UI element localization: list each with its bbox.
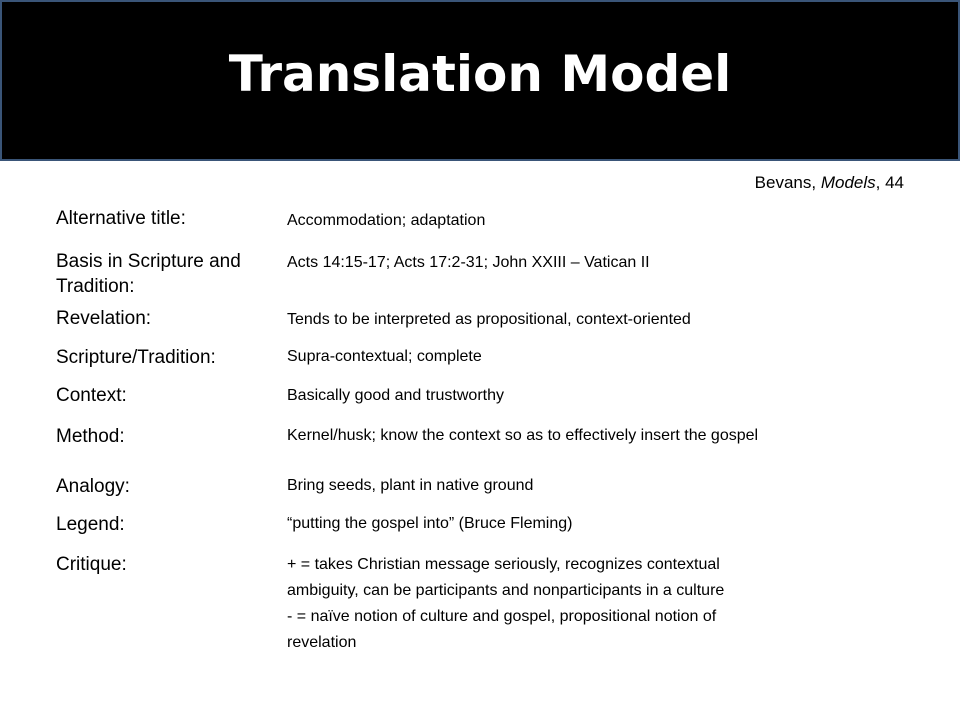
row-label: Scripture/Tradition: xyxy=(56,347,216,368)
row-label: Critique: xyxy=(56,554,127,575)
row-value: Bring seeds, plant in native ground xyxy=(287,477,534,494)
row-value: “putting the gospel into” (Bruce Fleming) xyxy=(287,515,573,532)
critique-line: - = naïve notion of culture and gospel, propositional notion of xyxy=(287,608,717,625)
critique-line: revelation xyxy=(287,634,357,651)
row-label: Context: xyxy=(56,385,127,406)
citation-page: , 44 xyxy=(875,173,904,192)
row-value: Tends to be interpreted as propositional, context-oriented xyxy=(287,311,691,328)
row-value xyxy=(287,552,927,656)
row-value: Kernel/husk; know the context so as to effectively insert the gospel xyxy=(287,427,759,444)
row-value: Acts 14:15-17; Acts 17:2-31; John XXIII – Vatican II xyxy=(287,254,650,271)
row-label: Legend: xyxy=(56,514,125,535)
critique-line: ambiguity, can be participants and nonparticipants in a culture xyxy=(287,582,725,599)
row-label: Basis in Scripture and Tradition: xyxy=(56,251,241,297)
row-label: Alternative title: xyxy=(56,208,186,229)
citation-work: Models xyxy=(820,173,876,192)
critique-line: + = takes Christian message seriously, recognizes contextual xyxy=(287,556,720,573)
row-value: Basically good and trustworthy xyxy=(287,387,504,404)
slide-title: Translation Model xyxy=(228,44,732,103)
citation xyxy=(755,173,904,193)
citation-author: Bevans, xyxy=(754,173,817,192)
row-value: Accommodation; adaptation xyxy=(287,212,486,229)
row-value: Supra-contextual; complete xyxy=(287,348,482,365)
title-bar xyxy=(0,0,960,161)
row-label: Analogy: xyxy=(56,476,130,497)
row-label: Method: xyxy=(56,426,125,447)
row-label: Revelation: xyxy=(56,308,152,329)
